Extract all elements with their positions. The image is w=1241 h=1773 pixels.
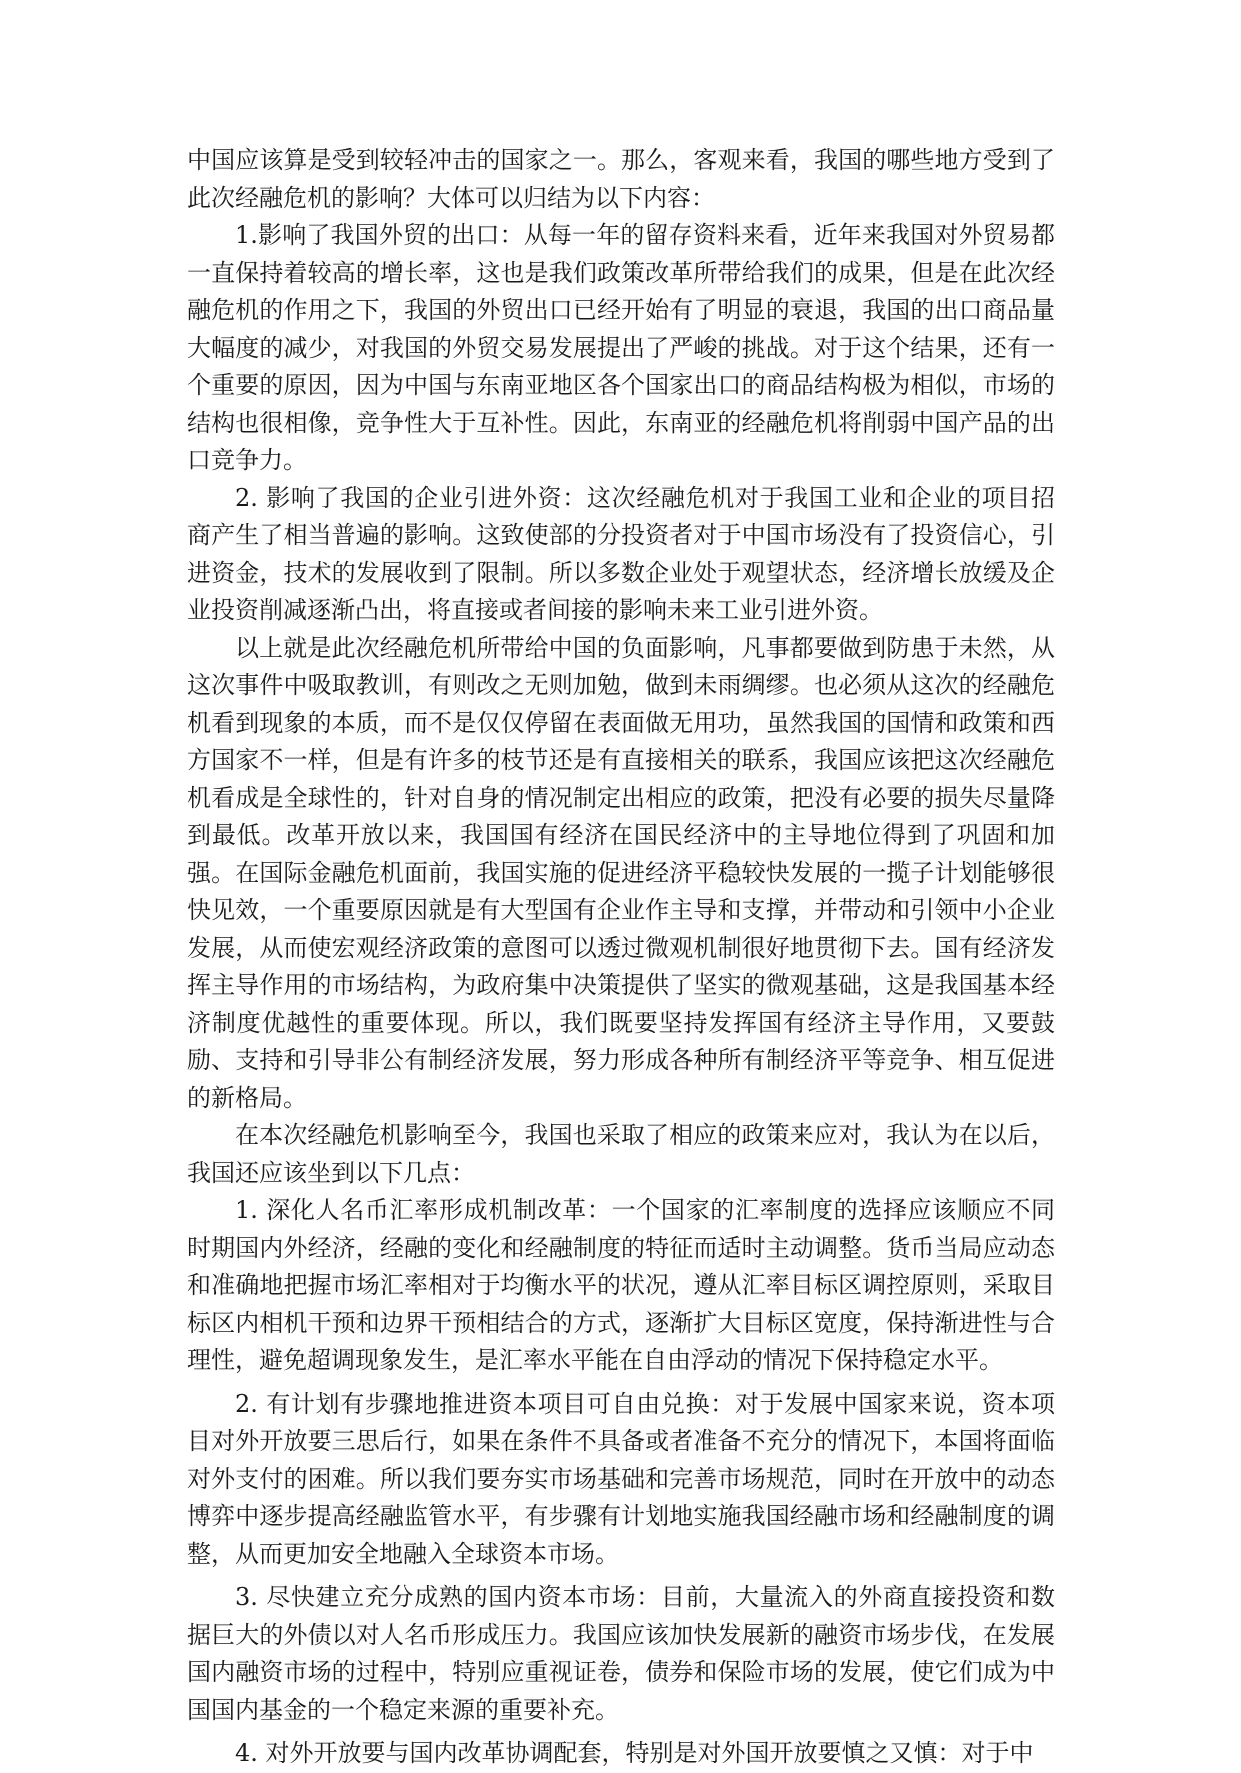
paragraph-summary: 以上就是此次经融危机所带给中国的负面影响，凡事都要做到防患于未然，从这次事件中吸取教训，有则改之无则加勉，做到未雨绸缪。也必须从这次的经融危机看到现象的本质，而不是仅仅停留在表面做无用功，虽然我国的国情和政策和西方国家不一样，但是有许多的枝节还是有直接相关的联系，我国应该把这次经融危机看成是全球性的，针对自身的情况制定出相应的政策，把没有必要的损失尽量降到最低。改革开放以来，我国国有经济在国民经济中的主导地位得到了巩固和加强。在国际金融危机面前，我国实施的促进经济平稳较快发展的一揽子计划能够很快见效，一个重要原因就是有大型国有企业作主导和支撑，并带动和引领中小企业发展，从而使宏观经济政策的意图可以透过微观机制很好地贯彻下去。国有经济发挥主导作用的市场结构，为政府集中决策提供了坚实的微观基础，这是我国基本经济制度优越性的重要体现。所以，我们既要坚持发挥国有经济主导作用，又要鼓励、支持和引导非公有制经济发展，努力形成各种所有制经济平等竞争、相互促进的新格局。 [187,633,1055,1112]
paragraph-exchange-rate-reform: 1. 深化人名币汇率形成机制改革：一个国家的汇率制度的选择应该顺应不同时期国内外经济，经融的变化和经融制度的特征而适时主动调整。货币当局应动态和准确地把握市场汇率相对于均衡水平的状况，遵从汇率目标区调控原则，采取目标区内相机干预和边界干预相结合的方式，逐渐扩大目标区宽度，保持渐进性与合理性，避免超调现象发生，是汇率水平能在自由浮动的情况下保持稳定水平。 [187,1196,1055,1374]
paragraph-export-impact: 1.影响了我国外贸的出口：从每一年的留存资料来看，近年来我国对外贸易都一直保持着较高的增长率，这也是我们政策改革所带给我们的成果，但是在此次经融危机的作用之下，我国的外贸出口已经开始有了明显的衰退，我国的出口商品量大幅度的减少，对我国的外贸交易发展提出了严峻的挑战。对于这个结果，还有一个重要的原因，因为中国与东南亚地区各个国家出口的商品结构极为相似，市场的结构也很相像，竞争性大于互补性。因此，东南亚的经融危机将削弱中国产品的出口竞争力。 [187,221,1055,474]
paragraph-policy-intro: 在本次经融危机影响至今，我国也采取了相应的政策来应对，我认为在以后，我国还应该坐到以下几点： [187,1121,1055,1187]
paragraph-foreign-investment-impact: 2. 影响了我国的企业引进外资：这次经融危机对于我国工业和企业的项目招商产生了相当普遍的影响。这致使部的分投资者对于中国市场没有了投资信心，引进资金，技术的发展收到了限制。所以多数企业处于观望状态，经济增长放缓及企业投资削减逐渐凸出，将直接或者间接的影响未来工业引进外资。 [187,483,1055,624]
document-page [187,142,1055,1773]
paragraph-capital-market: 3. 尽快建立充分成熟的国内资本市场：目前，大量流入的外商直接投资和数据巨大的外债以对人名币形成压力。我国应该加快发展新的融资市场步伐，在发展国内融资市场的过程中，特别应重视证卷，债券和保险市场的发展，使它们成为中国国内基金的一个稳定来源的重要补充。 [187,1583,1055,1724]
paragraph-intro: 中国应该算是受到较轻冲击的国家之一。那么，客观来看，我国的哪些地方受到了此次经融危机的影响？大体可以归结为以下内容： [187,146,1055,212]
paragraph-capital-convertibility: 2. 有计划有步骤地推进资本项目可自由兑换：对于发展中国家来说，资本项目对外开放要三思后行，如果在条件不具备或者准备不充分的情况下，本国将面临对外支付的困难。所以我们要夯实市场基础和完善市场规范，同时在开放中的动态博弈中逐步提高经融监管水平，有步骤有计划地实施我国经融市场和经融制度的调整，从而更加安全地融入全球资本市场。 [187,1389,1055,1568]
paragraph-opening-up: 4. 对外开放要与国内改革协调配套，特别是对外国开放要慎之又慎：对于中 [235,1739,1034,1767]
